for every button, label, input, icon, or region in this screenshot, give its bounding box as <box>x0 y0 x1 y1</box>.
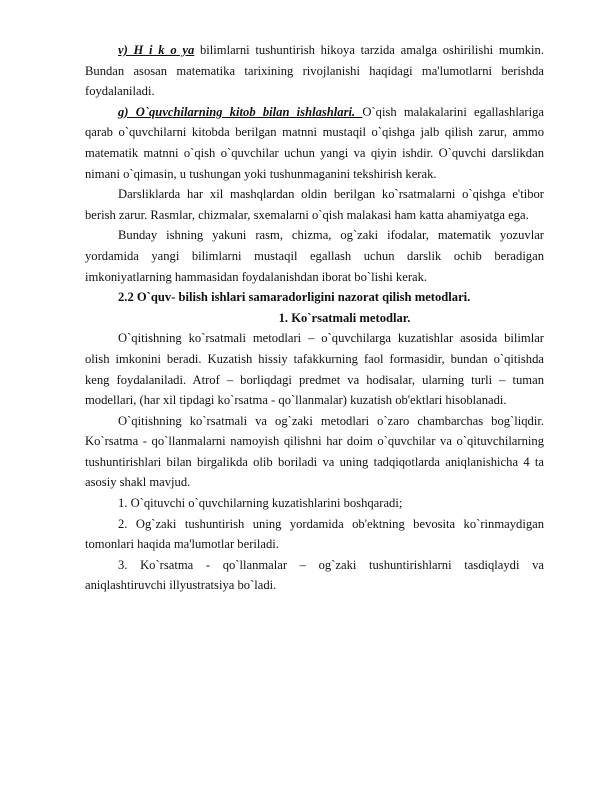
list-item: 3. Ko`rsatma - qo`llanmalar – og`zaki tushuntirishlarni tasdiqlaydi va aniqlashtiruvchi illyustratsiya bo`ladi. <box>85 557 544 593</box>
paragraph-kitob <box>85 102 544 184</box>
list-item: 2. Og`zaki tushuntirish uning yordamida ob'ektning bevosita ko`rinmaydigan tomonlari haqida ma'lumotlar beriladi. <box>85 516 544 552</box>
paragraph-label: v) H i k o ya <box>118 43 195 57</box>
paragraph-ogzaki: O`qitishning ko`rsatmali va og`zaki metodlari o`zaro chambarchas bog`liqdir. Ko`rsatma - qo`llanmalarni namoyish qilishni har doim o`quvchilar va o`qituvchilarning tushuntirishlari bilan birgalikda olib boriladi va uning tadqiqotlarda aniqlanishicha 4 ta asosiy shakl mavjud. <box>85 413 544 490</box>
paragraph-text: bilimlarni tushuntirish hikoya tarzida amalga oshirilishi mumkin. Bundan asosan matematika tarixining rivojlanishi haqidagi ma'lumotlarni berishda foydalaniladi. <box>85 43 544 99</box>
paragraph-bunday: Bunday ishning yakuni rasm, chizma, og`zaki ifodalar, matematik yozuvlar yordamida yangi bilimlarni mustaqil egallash uchun darslik ochib beradigan imkoniyatlarning hammasidan foydalanishdan iborat bo`lishi kerak. <box>85 228 544 284</box>
section-heading: 2.2 O`quv- bilish ishlari samaradorligini nazorat qilish metodlari. <box>118 290 471 305</box>
subheading: 1. Ko`rsatmali metodlar. <box>278 310 411 325</box>
paragraph-hikoya <box>85 40 544 102</box>
list-item: 1. O`qituvchi o`quvchilarning kuzatishlarini boshqaradi; <box>118 496 403 511</box>
paragraph-korsatmali: O`qitishning ko`rsatmali metodlari – o`quvchilarga kuzatishlar asosida bilimlar olish imkonini beradi. Kuzatish hissiy tafakkurning faol formasidir, bundan o`qitishda keng foydalaniladi. Atrof – borliqdagi predmet va hodisalar, ularning turli – tuman modellari, (har xil tipdagi ko`rsatma - qo`llanmalar) kuzatish ob'ektlari hisoblanadi. <box>85 331 544 408</box>
paragraph-darsliklar: Darsliklarda har xil mashqlardan oldin berilgan ko`rsatmalarni o`qishga e'tibor berish zarur. Rasmlar, chizmalar, sxemalarni o`qish malakasi ham katta ahamiyatga ega. <box>85 187 544 222</box>
paragraph-label: g) O`quvchilarning kitob bilan ishlashlari. <box>118 104 363 119</box>
paragraph-text: O`qish malakalarini egallashlariga qarab o`quvchilarni kitobda berilgan matnni mustaqil o`qishga jalb qilish zarur, ammo matematik matnni o`qish o`quvchilar uchun yangi va qiyin ishdir. O`quvchi darslikdan nimani o`qimasin, u tushungan yoki tushunmaganini tekshirish kerak. <box>85 104 544 181</box>
document-page <box>85 40 544 596</box>
